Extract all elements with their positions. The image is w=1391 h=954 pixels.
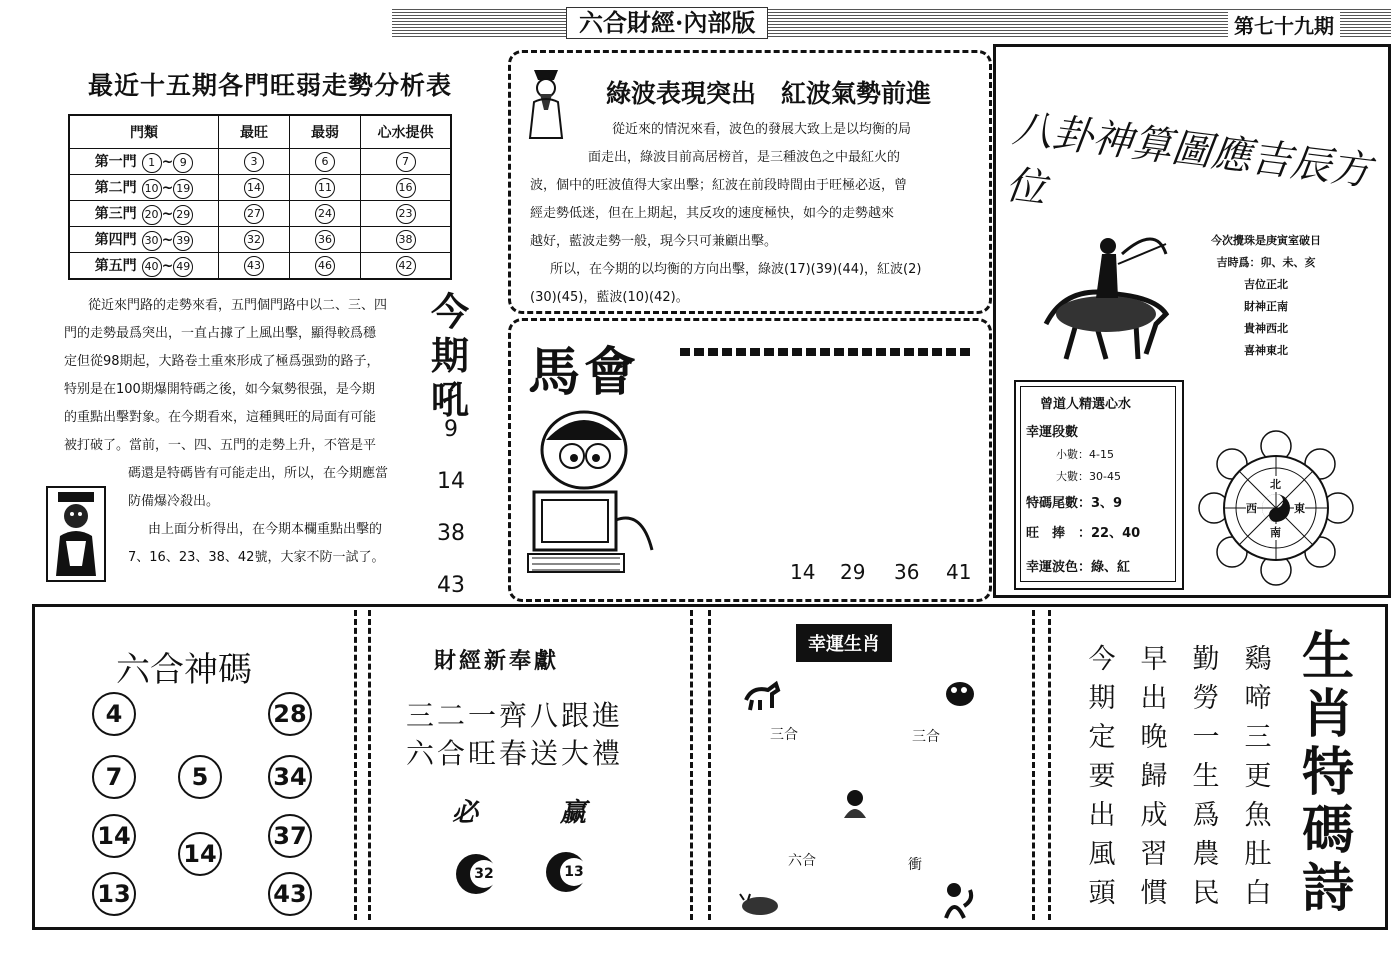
- caijing-line1: 三二一齊八跟進: [406, 699, 624, 732]
- max-cell: 3: [219, 149, 290, 175]
- poem-column: 鷄啼三更魚肚白: [1244, 644, 1272, 909]
- trend-line: 碼還是特碼皆有可能走出，所以，在今期應當: [128, 466, 389, 481]
- shenma-ball: 43: [268, 872, 312, 916]
- tip-cell: 38: [361, 227, 452, 253]
- bagua-title: 八卦神算圖應吉辰方位: [1003, 105, 1374, 213]
- lucky-wave: 幸運波色：綠、紅: [1026, 560, 1131, 575]
- range-to: 29: [173, 205, 193, 225]
- wave-line: 所以，在今期的以均衡的方向出擊，綠波(17)(39)(44)，紅波(2): [550, 262, 922, 277]
- divider-1: [354, 610, 357, 920]
- lucky-title: 曾道人精選心水: [1040, 397, 1132, 412]
- trend-table: [68, 114, 452, 280]
- shenma-ball: 4: [92, 692, 136, 736]
- divider-6: [1048, 610, 1051, 920]
- min-cell: 24: [290, 201, 361, 227]
- caijing-ball: 32: [456, 854, 496, 894]
- range-from: 20: [142, 205, 162, 225]
- trend-row: [69, 253, 451, 280]
- bagua-line: 喜神東北: [1244, 344, 1288, 357]
- range-from: 10: [142, 179, 162, 199]
- gate-cell: 第三門 20 ~ 29: [69, 201, 219, 227]
- divider-5: [1032, 610, 1035, 920]
- gate-cell: 第一門 1 ~ 9: [69, 149, 219, 175]
- trend-row: [69, 227, 451, 253]
- horse-number: 41: [946, 560, 972, 584]
- horse-title: 馬會: [528, 342, 641, 403]
- roar-number: 14: [437, 469, 465, 494]
- min-cell: 11: [290, 175, 361, 201]
- ox-zodiac-icon: [738, 890, 780, 920]
- caijing-title: 財經新奉獻: [434, 648, 560, 674]
- trend-line: 從近來門路的走勢來看，五門個門路中以二、三、四: [88, 298, 388, 313]
- shenma-ball: 5: [178, 755, 222, 799]
- horse-number: 29: [840, 560, 866, 584]
- bagua-line: 吉位正北: [1244, 278, 1288, 291]
- archer-horseman-image: [1026, 214, 1186, 364]
- roar-number: 43: [437, 573, 465, 598]
- header-min: 最弱: [290, 115, 361, 149]
- zodiac-title: 幸運生肖: [796, 624, 892, 662]
- zodiac-label: 三合: [912, 729, 940, 745]
- range-from: 40: [142, 257, 162, 277]
- lucky-hot: 旺 捧 ：22、40: [1026, 526, 1141, 541]
- wave-line: 從近來的情況來看，波色的發展大致上是以均衡的局: [612, 122, 912, 137]
- max-cell: 43: [219, 253, 290, 280]
- range-to: 49: [173, 257, 193, 277]
- compass-north: 北: [1270, 478, 1281, 491]
- divider-4: [708, 610, 711, 920]
- tiger-zodiac-icon: [938, 676, 978, 712]
- trend-line: 7、16、23、38、42號，大家不防一試了。: [128, 550, 385, 565]
- range-to: 19: [173, 179, 193, 199]
- gate-cell: 第五門 40 ~ 49: [69, 253, 219, 280]
- caijing-ball: 13: [546, 852, 586, 892]
- gate-cell: 第二門 10 ~ 19: [69, 175, 219, 201]
- horse-number: 36: [894, 560, 920, 584]
- range-from: 30: [142, 231, 162, 251]
- max-cell: 27: [219, 201, 290, 227]
- header-max: 最旺: [219, 115, 290, 149]
- range-to: 9: [173, 153, 193, 173]
- trend-line: 防備爆冷殺出。: [128, 494, 220, 509]
- poem-column: 勤勞一生爲農民: [1192, 644, 1220, 909]
- poem-column: 早出晚歸成習慣: [1140, 644, 1168, 909]
- min-cell: 6: [290, 149, 361, 175]
- header-gate: 門類: [69, 115, 219, 149]
- zodiac-label: 六合: [788, 853, 816, 869]
- lucky-small: 小數：4-15: [1056, 448, 1114, 461]
- horse-numbers: [790, 560, 971, 584]
- trend-line: 門的走勢最爲突出，一直占據了上風出擊，顯得較爲穩: [64, 326, 377, 341]
- lucky-tail: 特碼尾數：3、9: [1026, 496, 1123, 511]
- min-cell: 46: [290, 253, 361, 280]
- roar-numbers: [428, 404, 474, 612]
- poem-title: 生肖特碼詩: [1301, 626, 1354, 919]
- divider-3: [690, 610, 693, 920]
- compass-east: 東: [1294, 502, 1305, 515]
- lucky-seg-label: 幸運段數: [1026, 425, 1079, 440]
- divider-2: [368, 610, 371, 920]
- bagua-line: 貴神西北: [1244, 322, 1288, 335]
- shenma-ball: 28: [268, 692, 312, 736]
- shenma-title: 六合神碼: [116, 650, 252, 690]
- bagua-line: 吉時爲：卯、未、亥: [1216, 256, 1316, 269]
- monkey-zodiac-icon: [838, 786, 872, 820]
- horse-number: 14: [790, 560, 816, 584]
- lucky-big: 大數：30-45: [1056, 470, 1121, 483]
- compass-south: 南: [1270, 526, 1281, 539]
- wave-line: 經走勢低迷，但在上期起，其反攻的速度極快，如今的走勢越來: [530, 206, 895, 221]
- trend-row: [69, 175, 451, 201]
- wave-line: (30)(45)，藍波(10)(42)。: [530, 290, 689, 305]
- horse-zodiac-icon: [742, 678, 782, 712]
- trend-line: 特别是在100期爆開特碼之後，如今氣勢很强，是今期: [64, 382, 375, 397]
- caijing-ying: 赢: [560, 798, 587, 828]
- deity-portrait-image: [46, 486, 106, 582]
- bagua-line: 財神正南: [1244, 300, 1288, 313]
- wave-line: 越好，藍波走勢一般，現今只可兼顧出擊。: [530, 234, 778, 249]
- masthead-title: 六合財經·內部版: [566, 7, 768, 39]
- wave-title: 綠波表現突出 紅波氣勢前進: [606, 79, 932, 108]
- trend-header-row: [69, 115, 451, 149]
- trend-line: 被打破了。當前，一、四、五門的走勢上升，不管是平: [64, 438, 377, 453]
- shenma-ball: 14: [92, 814, 136, 858]
- bagua-line: 今次攪珠是庚寅室破日: [1211, 234, 1321, 247]
- trend-line: 的重點出擊對象。在今期看來，這種興旺的局面有可能: [64, 410, 377, 425]
- zodiac-label: 三合: [770, 727, 798, 743]
- max-cell: 14: [219, 175, 290, 201]
- gate-cell: 第四門 30 ~ 39: [69, 227, 219, 253]
- caijing-bi: 必: [452, 798, 479, 828]
- trend-row: [69, 201, 451, 227]
- header-tip: 心水提供: [361, 115, 452, 149]
- tip-cell: 23: [361, 201, 452, 227]
- shenma-ball: 13: [92, 872, 136, 916]
- range-to: 39: [173, 231, 193, 251]
- tip-cell: 42: [361, 253, 452, 280]
- trend-line: 由上面分析得出，在今期本欄重點出擊的: [148, 522, 383, 537]
- max-cell: 32: [219, 227, 290, 253]
- roar-title: 今期吼: [430, 289, 469, 422]
- computer-cartoon-image: [522, 400, 682, 580]
- range-from: 1: [142, 153, 162, 173]
- horse-title-stripe: [680, 348, 970, 356]
- bagua-info: [1196, 230, 1336, 362]
- shenma-ball: 7: [92, 755, 136, 799]
- wave-text: [530, 116, 976, 312]
- trend-row: [69, 149, 451, 175]
- tip-cell: 7: [361, 149, 452, 175]
- trend-line: 定但從98期起，大路卷土重來形成了極爲强勁的路子，: [64, 354, 380, 369]
- shenma-ball: 34: [268, 755, 312, 799]
- zodiac-label: 衝: [908, 857, 922, 873]
- roar-number: 38: [437, 521, 465, 546]
- min-cell: 36: [290, 227, 361, 253]
- shenma-ball: 14: [178, 832, 222, 876]
- caijing-line2: 六合旺春送大禮: [406, 737, 624, 770]
- trend-title: 最近十五期各門旺弱走勢分析表: [88, 71, 453, 100]
- monkey2-zodiac-icon: [940, 880, 976, 920]
- bagua-compass-image: [1198, 430, 1354, 586]
- trend-analysis: [64, 292, 414, 572]
- roar-number: 9: [444, 417, 458, 442]
- compass-west: 西: [1246, 502, 1257, 515]
- wave-line: 面走出，綠波目前高居榜首，是三種波色之中最紅火的: [588, 150, 901, 165]
- wave-line: 波，個中的旺波值得大家出擊；紅波在前段時間由于旺極必返，曾: [530, 178, 908, 193]
- shenma-ball: 37: [268, 814, 312, 858]
- lucky-box-inner: [1020, 386, 1176, 582]
- tip-cell: 16: [361, 175, 452, 201]
- issue-number: 第七十九期: [1228, 10, 1340, 39]
- poem-column: 今期定要出風頭: [1088, 644, 1116, 909]
